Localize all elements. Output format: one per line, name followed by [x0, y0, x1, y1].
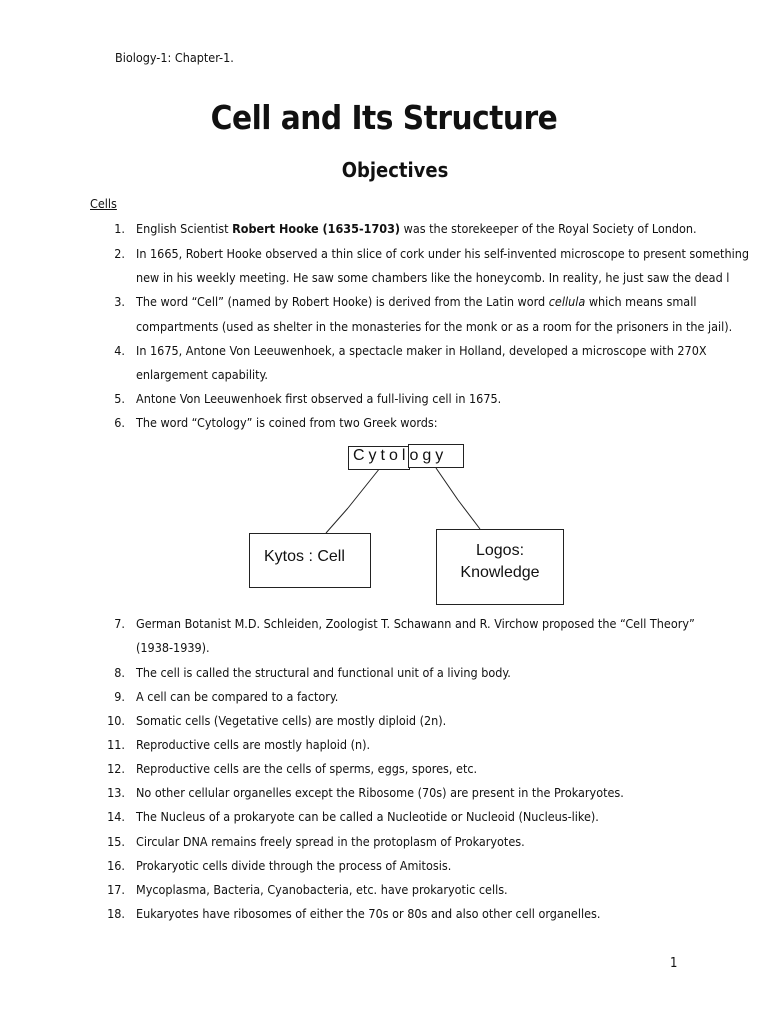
- item-text: In 1665, Robert Hooke observed a thin slice of cork under his self-invented microscope to present something: [136, 246, 749, 261]
- item-text: Reproductive cells are mostly haploid (n).: [136, 737, 371, 752]
- item-number: 7.: [114, 616, 125, 631]
- item-number: 17.: [107, 882, 125, 897]
- item-number: 3.: [114, 294, 125, 309]
- item-text: No other cellular organelles except the Ribosome (70s) are present in the Prokaryotes.: [136, 785, 624, 800]
- item-number: 6.: [114, 415, 125, 430]
- cytology-diagram: [240, 438, 580, 613]
- item-number: 14.: [107, 809, 125, 824]
- item-text: The cell is called the structural and functional unit of a living body.: [136, 665, 511, 680]
- item-number: 1.: [114, 221, 125, 236]
- item-text: enlargement capability.: [136, 367, 268, 382]
- item-text: (1938-1939).: [136, 640, 210, 655]
- section-heading: Cells: [90, 196, 117, 211]
- item-number: 8.: [114, 665, 125, 680]
- item-number: 9.: [114, 689, 125, 704]
- item-number: 12.: [107, 761, 125, 776]
- item-text: The Nucleus of a prokaryote can be called a Nucleotide or Nucleoid (Nucleus-like).: [136, 809, 599, 824]
- item-text: Antone Von Leeuwenhoek first observed a full-living cell in 1675.: [136, 391, 502, 406]
- item-text: new in his weekly meeting. He saw some chambers like the honeycomb. In reality, he just saw the dead l: [136, 270, 730, 285]
- item-number: 18.: [107, 906, 125, 921]
- item-text: In 1675, Antone Von Leeuwenhoek, a spectacle maker in Holland, developed a microscope with 270X: [136, 343, 707, 358]
- item-text: The word “Cell” (named by Robert Hooke) is derived from the Latin word cellula which means small: [136, 294, 697, 309]
- item-number: 11.: [107, 737, 125, 752]
- logos-label: Logos:: [475, 542, 525, 559]
- item-text: German Botanist M.D. Schleiden, Zoologist T. Schawann and R. Virchow proposed the “Cell Theory”: [136, 616, 695, 631]
- page-subtitle: Objectives: [341, 158, 449, 182]
- item-text: Circular DNA remains freely spread in the protoplasm of Prokaryotes.: [136, 834, 525, 849]
- page-number: 1: [670, 956, 678, 971]
- kytos-box: [249, 533, 371, 588]
- item-number: 13.: [107, 785, 125, 800]
- item-text: compartments (used as shelter in the monasteries for the monk or as a room for the prisoners in the jail).: [136, 319, 733, 334]
- item-number: 4.: [114, 343, 125, 358]
- diagram-word: Cytology: [353, 447, 448, 464]
- kytos-label: Kytos : Cell: [264, 548, 345, 565]
- item-number: 10.: [107, 713, 125, 728]
- item-text: The word “Cytology” is coined from two Greek words:: [136, 415, 438, 430]
- item-number: 5.: [114, 391, 125, 406]
- logos-box: [436, 529, 564, 605]
- item-number: 16.: [107, 858, 125, 873]
- item-text: Eukaryotes have ribosomes of either the 70s or 80s and also other cell organelles.: [136, 906, 601, 921]
- item-number: 2.: [114, 246, 125, 261]
- page-title: Cell and Its Structure: [210, 98, 558, 137]
- item-text: Prokaryotic cells divide through the process of Amitosis.: [136, 858, 452, 873]
- item-text: Mycoplasma, Bacteria, Cyanobacteria, etc. have prokaryotic cells.: [136, 882, 508, 897]
- item-text: English Scientist Robert Hooke (1635-1703) was the storekeeper of the Royal Society of London.: [136, 221, 697, 236]
- item-text: Reproductive cells are the cells of sperms, eggs, spores, etc.: [136, 761, 478, 776]
- item-text: A cell can be compared to a factory.: [136, 689, 339, 704]
- knowledge-label: Knowledge: [460, 564, 540, 581]
- item-number: 15.: [107, 834, 125, 849]
- item-text: Somatic cells (Vegetative cells) are mostly diploid (2n).: [136, 713, 447, 728]
- chapter-header: Biology-1: Chapter-1.: [115, 50, 234, 65]
